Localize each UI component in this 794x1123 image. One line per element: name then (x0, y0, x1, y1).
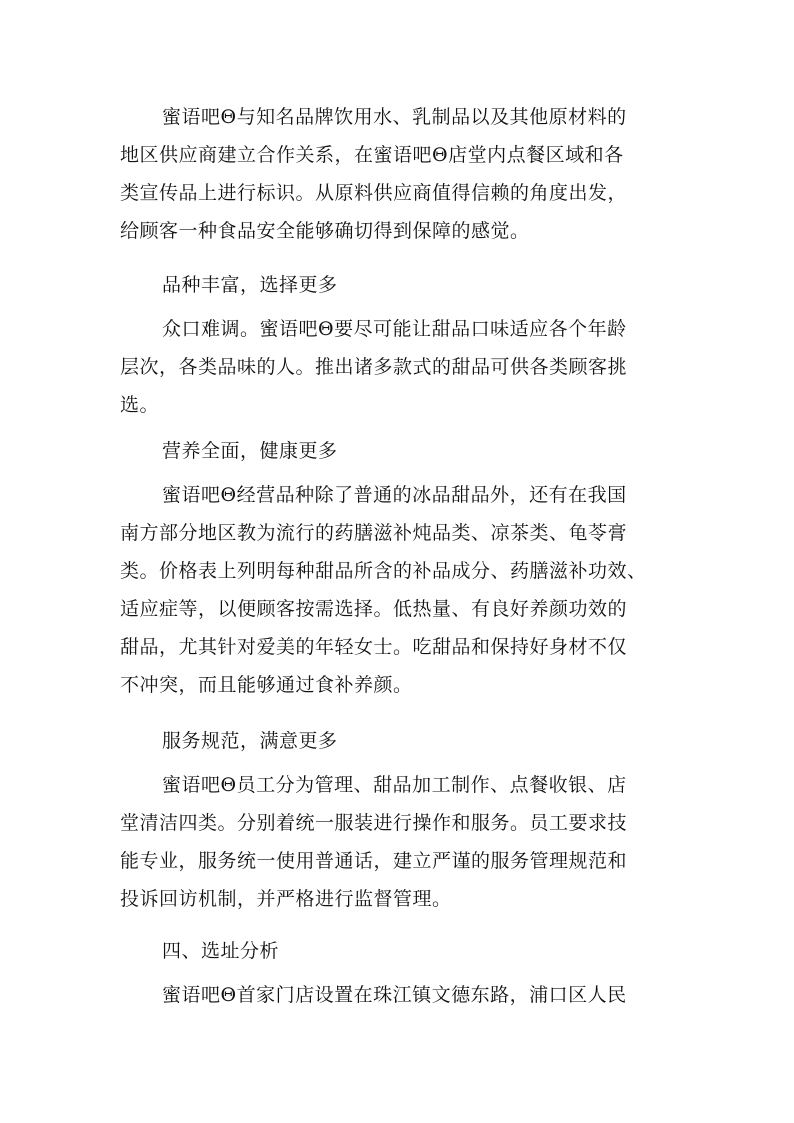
text-line: 堂清洁四类。分别着统一服装进行操作和服务。员工要求技 (120, 812, 628, 834)
text-line: 地区供应商建立合作关系，在蜜语吧Θ店堂内点餐区域和各 (120, 144, 624, 166)
section-heading: 四、选址分析 (162, 940, 280, 962)
text-line: 选。 (120, 394, 160, 416)
text-line: 类宣传品上进行标识。从原料供应商值得信赖的角度出发， (120, 182, 628, 204)
text-line: 蜜语吧Θ首家门店设置在珠江镇文德东路，浦口区人民 (162, 984, 627, 1006)
section-heading: 营养全面，健康更多 (162, 440, 338, 462)
heading-service (120, 722, 680, 760)
text-line: 不冲突，而且能够通过食补养颜。 (120, 674, 413, 696)
paragraph-location (120, 976, 680, 1014)
text-line: 蜜语吧Θ员工分为管理、甜品加工制作、点餐收银、店 (162, 774, 627, 796)
paragraph-service (120, 766, 680, 918)
text-line: 蜜语吧Θ与知名品牌饮用水、乳制品以及其他原材料的 (162, 106, 627, 128)
text-line: 蜜语吧Θ经营品种除了普通的冰品甜品外，还有在我国 (162, 484, 627, 506)
heading-location (120, 932, 680, 970)
text-line: 投诉回访机制，并严格进行监督管理。 (120, 888, 452, 910)
text-line: 南方部分地区教为流行的药膳滋补炖品类、凉茶类、龟苓膏 (120, 522, 628, 544)
text-line: 能专业，服务统一使用普通话，建立严谨的服务管理规范和 (120, 850, 628, 872)
text-line: 给顾客一种食品安全能够确切得到保障的感觉。 (120, 220, 530, 242)
paragraph-supplier-partnership (120, 98, 680, 250)
text-line: 类。价格表上列明每种甜品所含的补品成分、药膳滋补功效、 (120, 560, 647, 582)
text-line: 层次，各类品味的人。推出诸多款式的甜品可供各类顾客挑 (120, 356, 628, 378)
section-heading: 品种丰富，选择更多 (162, 274, 338, 296)
heading-nutrition (120, 432, 680, 470)
paragraph-nutrition (120, 476, 680, 704)
text-line: 众口难调。蜜语吧Θ要尽可能让甜品口味适应各个年龄 (162, 318, 627, 340)
heading-variety (120, 266, 680, 304)
section-heading: 服务规范，满意更多 (162, 730, 338, 752)
text-line: 适应症等，以便顾客按需选择。低热量、有良好养颜功效的 (120, 598, 628, 620)
paragraph-variety (120, 310, 680, 424)
text-line: 甜品，尤其针对爱美的年轻女士。吃甜品和保持好身材不仅 (120, 636, 628, 658)
